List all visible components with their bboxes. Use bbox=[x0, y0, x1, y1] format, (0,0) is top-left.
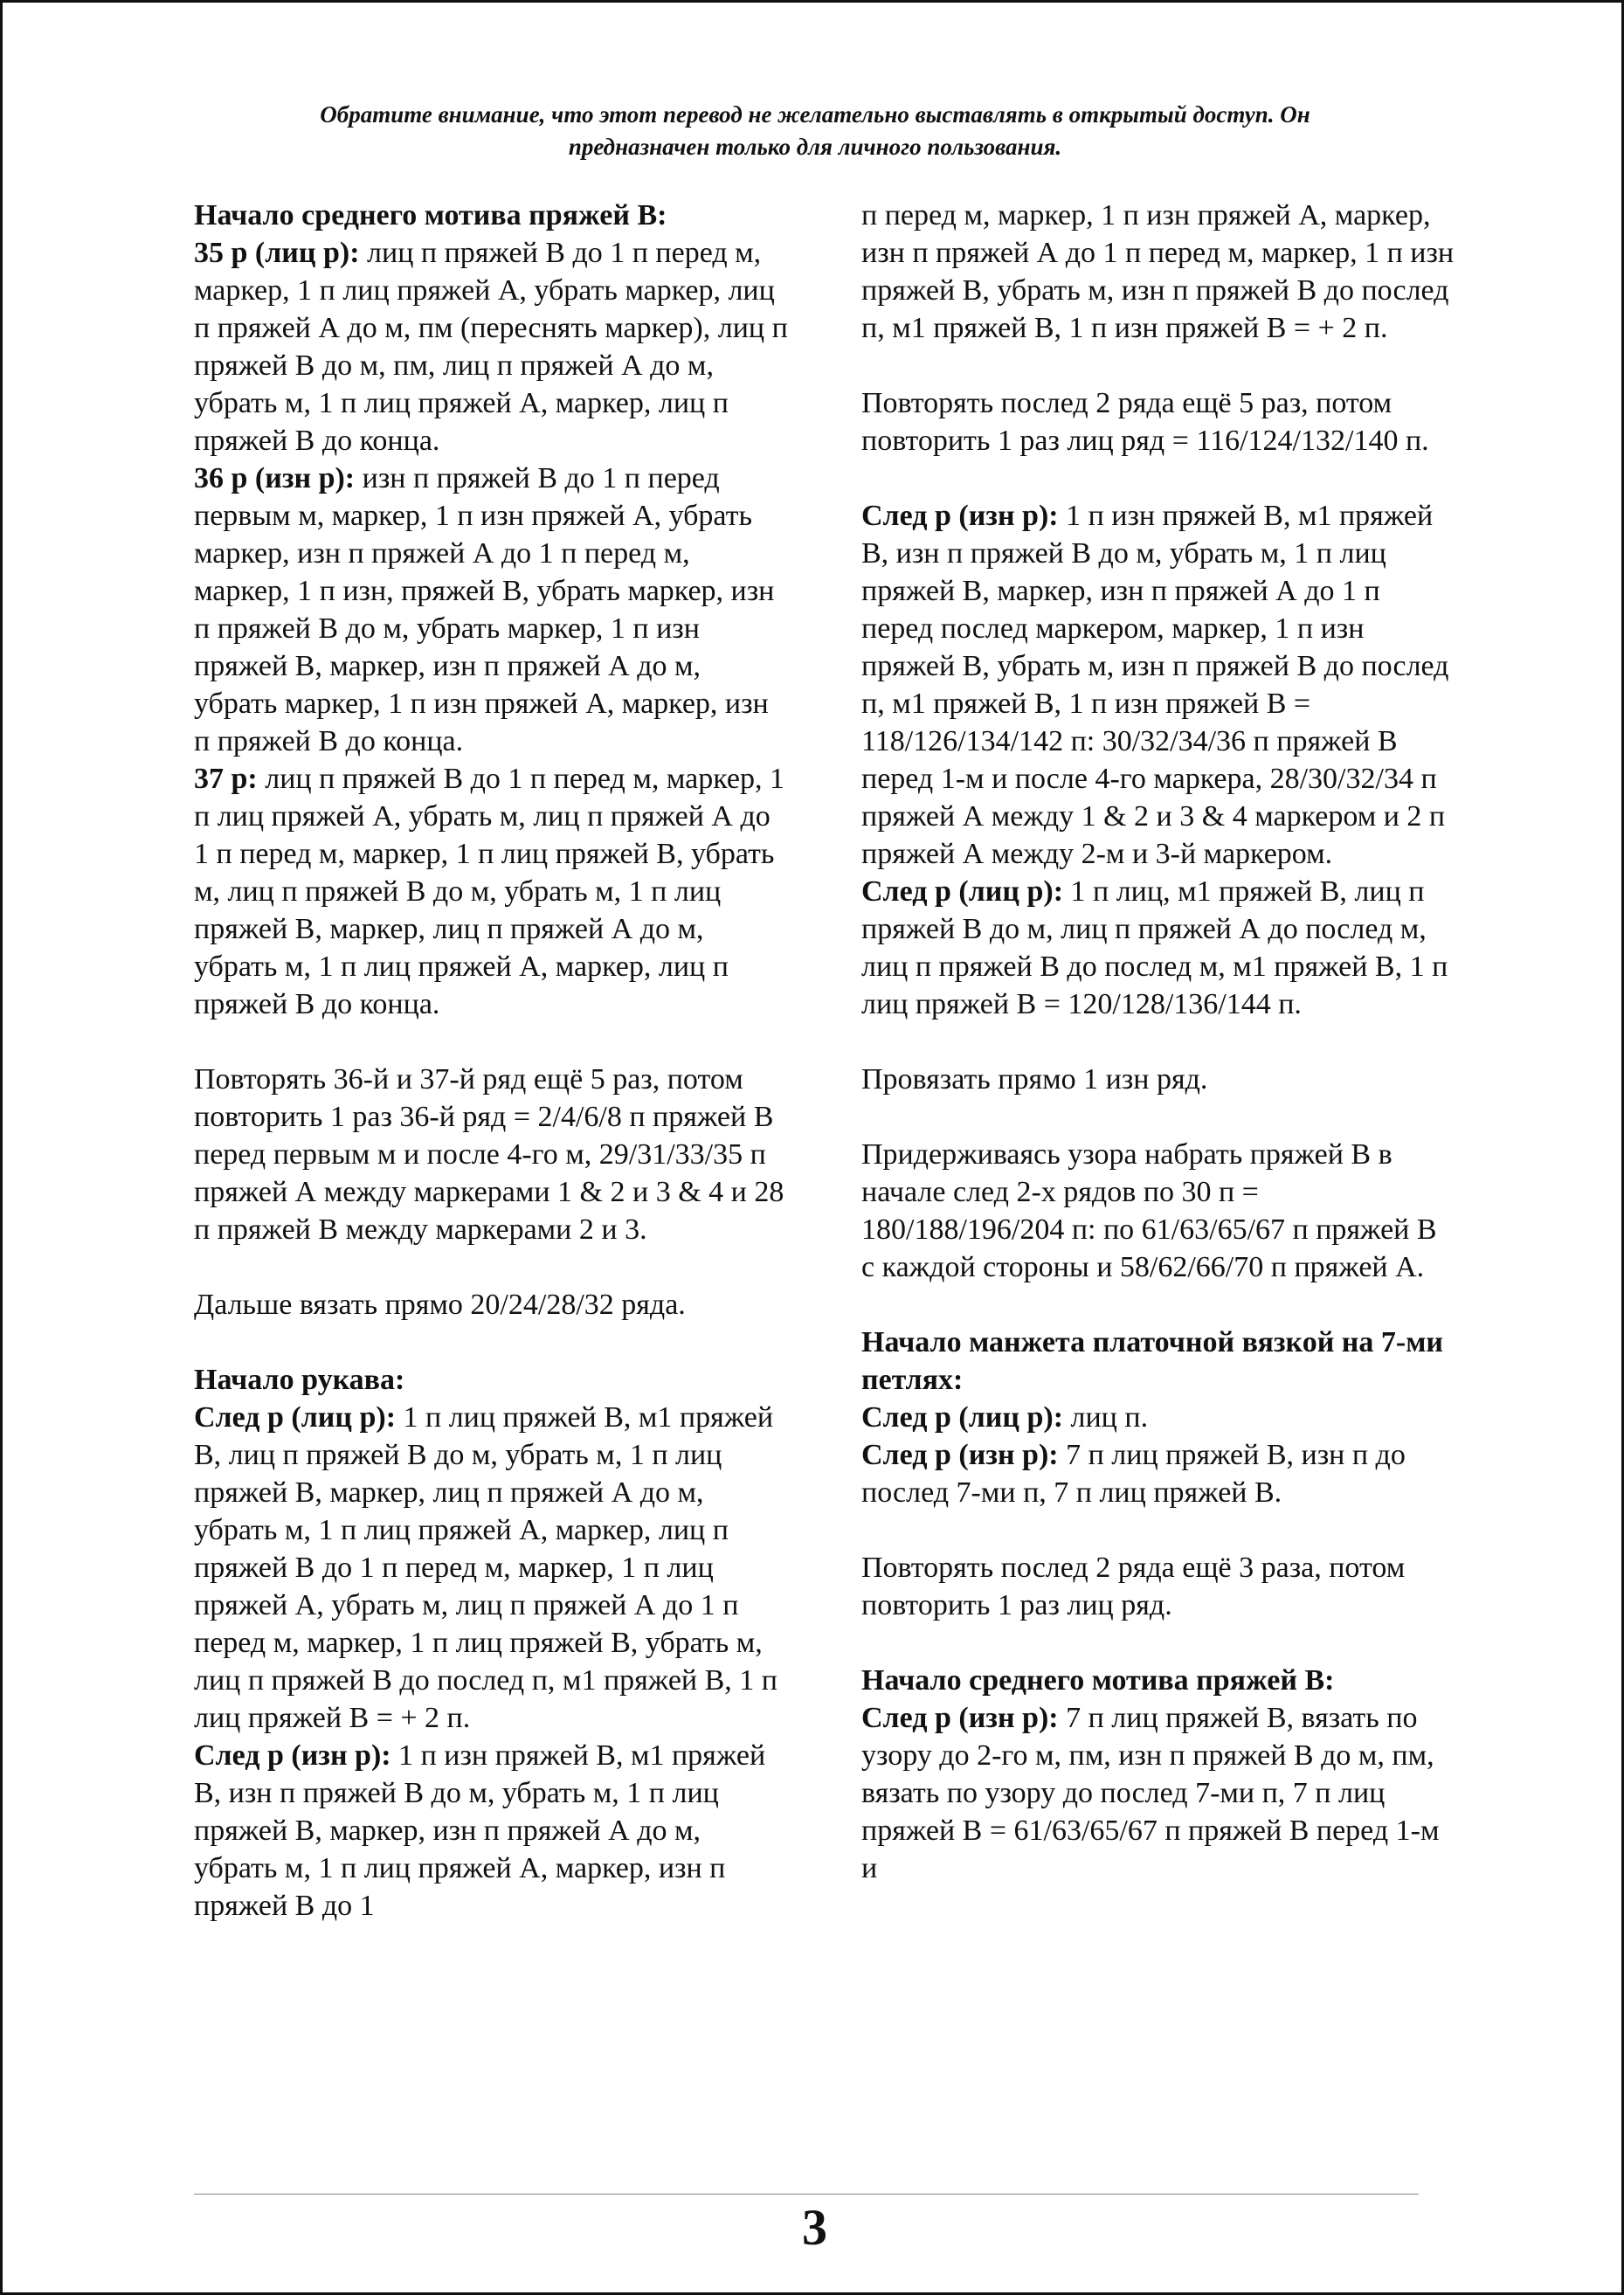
footer-rule bbox=[194, 2194, 1419, 2195]
row-text: 1 п изн пряжей В, м1 пряжей В, изн п пряжей В до м, убрать м, 1 п лиц пряжей В, маркер, изн п пряжей А до м, убрать м, 1 п лиц пряжей А, маркер, изн п пряжей В до 1 bbox=[194, 1739, 766, 1922]
cuff-repeat-paragraph: Повторять послед 2 ряда ещё 3 раза, потом повторить 1 раз лиц ряд. bbox=[861, 1552, 1406, 1621]
repeat-paragraph: Повторять 36-й и 37-й ряд ещё 5 раз, потом повторить 1 раз 36-й ряд = 2/4/6/8 п пряжей В перед первым м и после 4-го м, 29/31/33/35 п пряжей А между маркерами 1 & 2 и 3 & 4 и 28 п пряжей В между маркерами 2 и 3. bbox=[194, 1063, 784, 1246]
sleeve-rs-row bbox=[194, 1399, 788, 1737]
row-label: След р (лиц р): bbox=[194, 1401, 397, 1434]
section-heading-middle-motif: Начало среднего мотива пряжей В: bbox=[194, 199, 667, 232]
straight-rows-paragraph: Дальше вязать прямо 20/24/28/32 ряда. bbox=[194, 1289, 686, 1321]
section-heading-sleeve: Начало рукава: bbox=[194, 1364, 405, 1396]
row-text: лиц п. bbox=[1063, 1401, 1149, 1434]
row-label: След р (изн р): bbox=[861, 1439, 1059, 1471]
sleeve-ws-row bbox=[194, 1737, 788, 1925]
straight-row-paragraph: Провязать прямо 1 изн ряд. bbox=[861, 1063, 1208, 1096]
left-column bbox=[194, 197, 788, 1925]
row-text: 1 п лиц, м1 пряжей В, лиц п пряжей В до м, лиц п пряжей А до послед м, лиц п пряжей В до послед м, м1 пряжей В, 1 п лиц пряжей В = 120/128/136/144 п. bbox=[861, 875, 1448, 1020]
rs-row-instruction bbox=[861, 873, 1455, 1023]
ws-row-instruction bbox=[861, 497, 1455, 873]
row-label: 37 р: bbox=[194, 763, 258, 795]
row-37-instruction bbox=[194, 760, 788, 1023]
right-column bbox=[861, 197, 1455, 1887]
row-label: След р (изн р): bbox=[861, 500, 1059, 532]
row-text: 1 п лиц пряжей В, м1 пряжей В, лиц п пряжей В до м, убрать м, 1 п лиц пряжей В, маркер, лиц п пряжей А до м, убрать м, 1 п лиц пряжей А, маркер, лиц п пряжей В до 1 п перед м, маркер, 1 п лиц пряжей А, убрать м, лиц п пряжей А до 1 п перед м, маркер, 1 п лиц пряжей В, убрать м, лиц п пряжей В до послед п, м1 пряжей В, 1 п лиц пряжей В = + 2 п. bbox=[194, 1401, 777, 1734]
row-text: лиц п пряжей В до 1 п перед м, маркер, 1 п лиц пряжей А, убрать маркер, лиц п пряжей А до м, пм (переснять маркер), лиц п пряжей В до м, пм, лиц п пряжей А до м, убрать м, 1 п лиц пряжей А, маркер, лиц п пряжей В до конца. bbox=[194, 237, 788, 457]
cast-on-paragraph: Придерживаясь узора набрать пряжей В в начале след 2-х рядов по 30 п = 180/188/196/204 п: по 61/63/65/67 п пряжей В с каждой стороны и 58/62/66/70 п пряжей А. bbox=[861, 1138, 1437, 1283]
page-number: 3 bbox=[802, 2199, 827, 2256]
row-text: 1 п изн пряжей В, м1 пряжей В, изн п пряжей В до м, убрать м, 1 п лиц пряжей В, маркер, изн п пряжей А до 1 п перед послед маркером, маркер, 1 п изн пряжей В, убрать м, изн п пряжей В до послед п, м1 пряжей В, 1 п изн пряжей В = 118/126/134/142 п: 30/32/34/36 п пряжей В перед 1-м и после 4-го маркера, 28/30/32/34 п пряжей А между 1 & 2 и 3 & 4 маркером и 2 п пряжей А между 2-м и 3-й маркером. bbox=[861, 500, 1449, 870]
row-label: След р (изн р): bbox=[194, 1739, 391, 1772]
row-35-instruction bbox=[194, 234, 788, 460]
private-use-notice bbox=[160, 99, 1470, 163]
row-text: изн п пряжей В до 1 п перед первым м, маркер, 1 п изн пряжей А, убрать маркер, изн п пряжей А до 1 п перед м, маркер, 1 п изн, пряжей В, убрать маркер, изн п пряжей В до м, убрать маркер, 1 п изн пряжей В, маркер, изн п пряжей А до м, убрать маркер, 1 п изн пряжей А, маркер, изн п пряжей В до конца. bbox=[194, 462, 775, 757]
notice-line-2: предназначен только для личного пользования. bbox=[568, 134, 1062, 160]
row-label: След р (изн р): bbox=[861, 1702, 1059, 1734]
notice-line-1: Обратите внимание, что этот перевод не желательно выставлять в открытый доступ. Он bbox=[320, 101, 1310, 128]
repeat-paragraph: Повторять послед 2 ряда ещё 5 раз, потом повторить 1 раз лиц ряд = 116/124/132/140 п. bbox=[861, 387, 1429, 457]
cuff-rs-row bbox=[861, 1399, 1455, 1436]
cuff-ws-row bbox=[861, 1436, 1455, 1511]
section-heading-cuff: Начало манжета платочной вязкой на 7-ми петлях: bbox=[861, 1326, 1443, 1396]
row-text: лиц п пряжей В до 1 п перед м, маркер, 1 п лиц пряжей А, убрать м, лиц п пряжей А до 1 п перед м, маркер, 1 п лиц пряжей В, убрать м, лиц п пряжей В до м, убрать м, 1 п лиц пряжей В, маркер, лиц п пряжей А до м, убрать м, 1 п лиц пряжей А, маркер, лиц п пряжей В до конца. bbox=[194, 763, 785, 1020]
row-label: 35 р (лиц р): bbox=[194, 237, 360, 269]
row-text: 7 п лиц пряжей В, вязать по узору до 2-го м, пм, изн п пряжей В до м, пм, вязать по узору до послед 7-ми п, 7 п лиц пряжей В = 61/63/65/67 п пряжей В перед 1-м и bbox=[861, 1702, 1440, 1884]
row-36-instruction bbox=[194, 460, 788, 760]
section-heading-middle-motif-2: Начало среднего мотива пряжей В: bbox=[861, 1664, 1335, 1697]
row-label: След р (лиц р): bbox=[861, 875, 1064, 908]
row-label: 36 р (изн р): bbox=[194, 462, 356, 494]
row-text: 7 п лиц пряжей В, изн п до послед 7-ми п, 7 п лиц пряжей В. bbox=[861, 1439, 1406, 1509]
middle-ws-row bbox=[861, 1699, 1455, 1887]
continued-paragraph: п перед м, маркер, 1 п изн пряжей А, маркер, изн п пряжей А до 1 п перед м, маркер, 1 п изн пряжей В, убрать м, изн п пряжей В до послед п, м1 пряжей В, 1 п изн пряжей В = + 2 п. bbox=[861, 199, 1455, 344]
row-label: След р (лиц р): bbox=[861, 1401, 1064, 1434]
